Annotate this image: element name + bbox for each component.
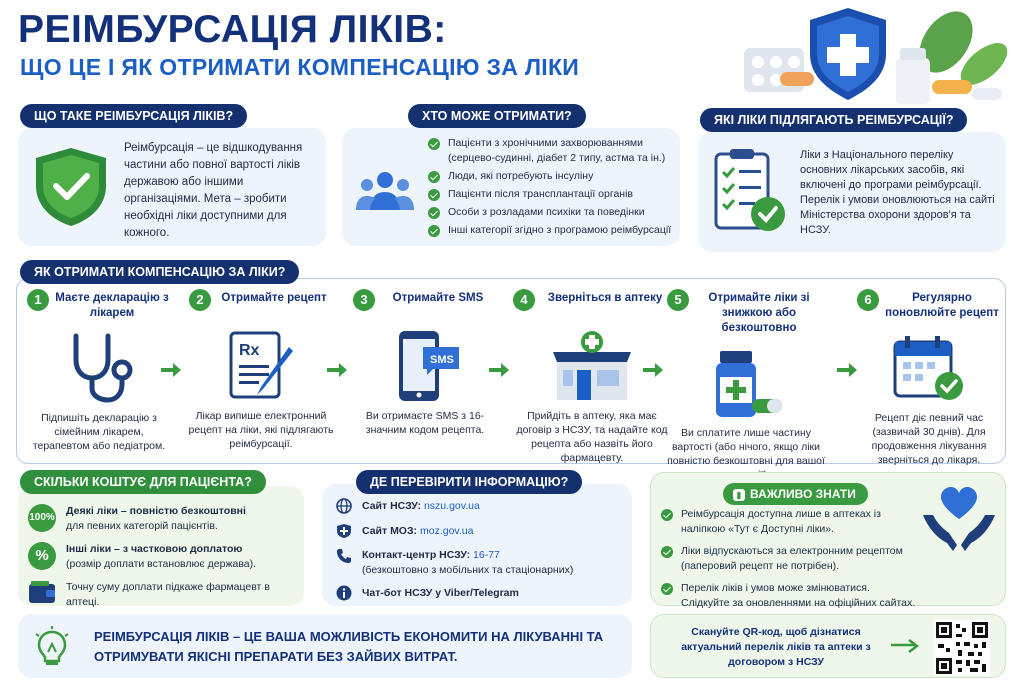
percent-badge: % (28, 542, 56, 570)
important-card (650, 472, 1006, 609)
check-icon (428, 171, 440, 183)
info-row: Сайт МОЗ: moz.gov.ua (336, 523, 626, 539)
important-item: Перелік ліків і умов може змінюватися. Слідкуйте за оновленнями на офіційних сайтах. (661, 581, 917, 611)
slogan-text: РЕІМБУРСАЦІЯ ЛІКІВ – ЦЕ ВАША МОЖЛИВІСТЬ ЕКОНОМИТИ НА ЛІКУВАННІ ТА ОТРИМУВАТИ ЯКІСНІ ПРЕПАРАТИ БЕЗ ЗАЙВИХ ВИТРАТ. (94, 629, 604, 664)
cost-item: 100% Деякі ліки – повністю безкоштовні для певних категорій пацієнтів. (29, 505, 246, 532)
page-title: РЕІМБУРСАЦІЯ ЛІКІВ: (18, 8, 447, 51)
pharmacy-icon (547, 330, 637, 402)
cost-item: % Інші ліки – з частковою доплатою (розмір доплати встановлює держава). (28, 542, 298, 572)
calendar-check-icon (889, 332, 969, 404)
who-item: Інші категорії згідно з програмою реімбурсації (428, 223, 674, 238)
which-text: Ліки з Національного переліку основних лікарських засобів, які включені до програми реімбурсації. Перелік і умови оновлюються на сайті Міністерства охорони здоров'я та НСЗУ. (800, 149, 995, 236)
who-heading: ХТО МОЖЕ ОТРИМАТИ? (408, 104, 586, 128)
arrow-right-icon (891, 639, 921, 653)
check-icon (428, 138, 440, 150)
svg-text:Rx: Rx (239, 342, 260, 359)
check-icon (428, 225, 440, 237)
shield-pills-illustration (736, 2, 1020, 106)
arrow-right-icon (489, 363, 509, 377)
who-item: Люди, які потребують інсуліну (428, 169, 674, 184)
arrow-right-icon (643, 363, 663, 377)
check-icon (661, 509, 673, 521)
arrow-right-icon (161, 363, 181, 377)
steps-panel (16, 278, 1006, 467)
prescription-icon (223, 329, 299, 403)
arrow-right-icon (837, 363, 857, 377)
people-group-icon (356, 168, 414, 212)
arrow-right-icon (327, 363, 347, 377)
info-row (336, 585, 626, 601)
checklist-clipboard-icon (712, 148, 788, 234)
shield-cross-icon (336, 523, 352, 539)
check-icon (661, 583, 673, 595)
step-2: 2 Отримайте рецепт Rx Лікар випише електронний рецепт на ліки, які підлягають реімбурсації. (187, 289, 335, 451)
percent-badge: 100% (28, 504, 56, 532)
cost-item: Точну суму доплати підкаже фармацевт в аптеці. (28, 580, 298, 610)
shield-check-icon (32, 146, 110, 228)
phone-icon (336, 548, 352, 564)
page-subtitle: ЩО ЦЕ І ЯК ОТРИМАТИ КОМПЕНСАЦІЮ ЗА ЛІКИ (20, 54, 580, 80)
info-row: Контакт-центр НСЗУ: 16-77 (безкоштовно з мобільних та стаціонарних) (336, 548, 626, 578)
chatbot-label[interactable]: Чат-бот НСЗУ у Viber/Telegram (362, 586, 519, 599)
bookmark-icon: ▮ (733, 489, 745, 501)
medicine-bottle-icon (706, 347, 786, 419)
svg-text:SMS: SMS (430, 354, 454, 366)
important-item: Реімбурсація доступна лише в аптеках із наліпкою «Тут є Доступні ліки». (661, 507, 917, 537)
qr-text: Скануйте QR-код, щоб дізнатися актуальний перелік ліків та аптеки з договором з НСЗУ (681, 626, 871, 668)
which-heading: ЯКІ ЛІКИ ПІДЛЯГАЮТЬ РЕІМБУРСАЦІЇ? (700, 108, 967, 132)
which-card (698, 132, 1006, 252)
who-item: Пацієнти після трансплантації органів (428, 187, 674, 202)
globe-icon (336, 498, 352, 514)
step-4: 4 Зверніться в аптеку Прийдіть в аптеку, яка має договір з НСЗУ, та надайте код рецепта або назвіть його фармацевту. (511, 289, 673, 465)
check-icon (428, 189, 440, 201)
nszu-link[interactable]: nszu.gov.ua (423, 499, 480, 512)
step-6: 6 Регулярно поновлюйте рецепт Рецепт діє певний час (зазвичай 30 днів). Для продовження лікування зверніться до лікаря. (855, 289, 1003, 467)
step-3: 3 Отримайте SMS SMS Ви отримаєте SMS з 16-значним кодом рецепта. (351, 289, 499, 437)
cost-card (18, 486, 304, 606)
step-1: 1 Маєте декларацію з лікарем Підпишіть декларацію з сімейним лікарем, терапевтом або педіатром. (25, 289, 173, 453)
lightbulb-icon (34, 626, 70, 668)
slogan-banner (18, 614, 632, 678)
how-heading: ЯК ОТРИМАТИ КОМПЕНСАЦІЮ ЗА ЛІКИ? (20, 260, 299, 284)
stethoscope-icon (64, 332, 134, 404)
info-row: Сайт НСЗУ: nszu.gov.ua (336, 498, 626, 514)
important-item: Ліки відпускаються за електронним рецептом (паперовий рецепт не потрібен). (661, 544, 917, 574)
hands-heart-icon (919, 485, 999, 557)
what-heading: ЩО ТАКЕ РЕІМБУРСАЦІЯ ЛІКІВ? (20, 104, 247, 128)
check-card (322, 484, 632, 606)
check-icon (661, 546, 673, 558)
who-item: Особи з розладами психіки та поведінки (428, 205, 674, 220)
what-text: Реімбурсація – це відшкодування частини або повної вартості ліків державою або іншими організаціями. Мета – зробити необхідні ліки доступними для кожного. (124, 142, 303, 239)
check-icon (428, 207, 440, 219)
who-item: Пацієнти з хронічними захворюваннями (серцево-судинні, діабет 2 типу, астма та ін.) (428, 136, 674, 166)
check-heading: ДЕ ПЕРЕВІРИТИ ІНФОРМАЦІЮ? (356, 470, 582, 494)
wallet-icon (28, 580, 56, 604)
qr-code[interactable] (934, 620, 990, 676)
phone-sms-icon (385, 329, 465, 403)
step-5: 5 Отримайте ліки зі знижкою або безкоштовно Ви сплатите лише частину вартості (або нічого, якщо ліки повністю безкоштовні для вашої (665, 289, 827, 482)
what-card (18, 128, 326, 246)
who-card (342, 128, 680, 246)
who-list (428, 136, 674, 241)
hotline-number[interactable]: 16-77 (473, 549, 500, 561)
moz-link[interactable]: moz.gov.ua (419, 524, 474, 537)
important-heading: ▮ ВАЖЛИВО ЗНАТИ (723, 483, 868, 505)
cost-heading: СКІЛЬКИ КОШТУЄ ДЛЯ ПАЦІЄНТА? (20, 470, 266, 494)
info-icon (336, 585, 352, 601)
